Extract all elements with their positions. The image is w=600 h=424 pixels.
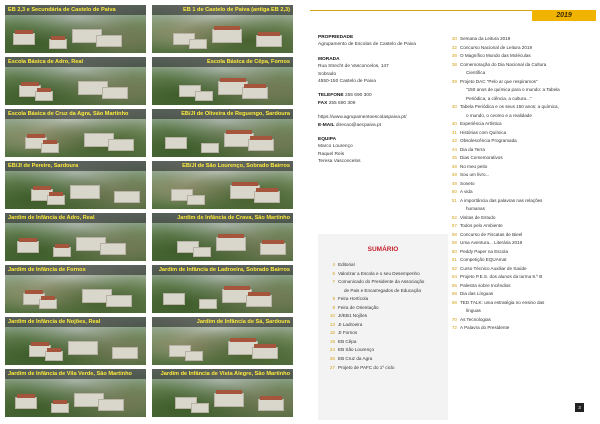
summary-list — [318, 261, 448, 372]
toc-entry[interactable] — [450, 222, 590, 231]
school-photo — [151, 160, 294, 210]
toc-entry[interactable] — [450, 316, 590, 325]
building-shape — [102, 87, 128, 99]
toc-entry[interactable] — [450, 299, 590, 308]
toc-page-number: 40 — [451, 104, 457, 109]
roof-shape — [55, 244, 69, 248]
building-shape — [96, 35, 122, 47]
photo-caption: EB 1 de Castelo de Paiva (antiga EB 2,3) — [152, 5, 293, 15]
toc-entry[interactable] — [318, 364, 448, 373]
toc-page-number: 39 — [451, 78, 457, 84]
building-shape — [47, 195, 65, 205]
toc-page-number: 13 — [329, 321, 335, 327]
building-shape — [189, 39, 207, 49]
telefone-line — [318, 92, 450, 99]
toc-title: Experiência Artística — [460, 121, 502, 126]
roof-shape — [216, 390, 242, 394]
roof-shape — [262, 240, 284, 244]
toc-title: Feira Hortícola — [338, 296, 369, 302]
toc-entry[interactable] — [318, 261, 448, 270]
school-photo — [151, 212, 294, 262]
toc-entry[interactable] — [318, 278, 448, 287]
toc-title: Competição EQUAmat — [460, 257, 507, 262]
school-photo — [4, 368, 147, 418]
toc-entry[interactable] — [318, 321, 448, 330]
school-photo — [151, 264, 294, 314]
contents-list — [450, 35, 590, 333]
morada-line-2: Sobrado — [318, 71, 337, 77]
roof-shape — [33, 186, 51, 190]
toc-page-number: 70 — [451, 316, 457, 322]
building-shape — [68, 341, 98, 355]
toc-page-number: 24 — [329, 347, 335, 353]
toc-entry[interactable] — [318, 338, 448, 347]
toc-entry[interactable] — [450, 120, 590, 129]
toc-entry[interactable] — [450, 129, 590, 138]
toc-page-number — [318, 287, 338, 296]
roof-shape — [224, 286, 250, 290]
roof-shape — [254, 344, 276, 348]
building-shape — [35, 91, 53, 101]
roof-shape — [27, 134, 45, 138]
toc-entry[interactable] — [450, 265, 590, 274]
building-shape — [17, 241, 39, 253]
toc-entry[interactable] — [450, 146, 590, 155]
toc-entry[interactable] — [450, 171, 590, 180]
building-shape — [248, 139, 274, 151]
toc-page-number — [450, 307, 460, 316]
building-shape — [165, 137, 187, 149]
toc-entry[interactable] — [450, 205, 590, 214]
equipa-member-1: Marco Lourenço — [318, 144, 353, 150]
toc-title: JI Fornos — [338, 330, 358, 336]
building-shape — [98, 399, 124, 411]
toc-entry[interactable] — [450, 290, 590, 299]
school-photo — [4, 316, 147, 366]
toc-title: A vida — [460, 189, 473, 194]
toc-page-number: 65 — [451, 282, 457, 288]
photo-caption: EB/JI de Pereire, Sardoura — [5, 161, 146, 171]
toc-page-number: 50 — [451, 189, 457, 194]
toc-title: Palestra sobre Incêndios — [460, 282, 511, 288]
toc-page-number: 15 — [329, 330, 335, 336]
toc-page-number: 4 — [332, 262, 335, 267]
building-shape — [106, 295, 132, 307]
toc-title: humanas — [466, 206, 485, 211]
toc-title: A importância das palavras nas relações — [460, 197, 543, 203]
roof-shape — [47, 348, 61, 352]
school-photo — [4, 212, 147, 262]
toc-page-number: 59 — [451, 240, 457, 245]
toc-page-number: 69 — [451, 299, 457, 305]
toc-title: Comunicado do Presidente da Associação — [338, 279, 425, 285]
contents-page — [300, 4, 596, 420]
toc-page-number: 52 — [451, 214, 457, 220]
photo-caption: EB/JI de Oliveira de Reguengo, Sardoura — [152, 109, 293, 119]
toc-entry[interactable] — [450, 35, 590, 44]
school-photo — [4, 56, 147, 106]
photo-caption: Jardim de Infância de Crava, São Martinho — [152, 213, 293, 223]
email-value[interactable]: direcao@aecpaiva.pt — [335, 122, 382, 128]
building-shape — [252, 347, 278, 359]
building-shape — [163, 293, 185, 305]
photo-caption: Jardim de Infância de Nojões, Real — [5, 317, 146, 327]
toc-page-number: 19 — [329, 338, 335, 344]
toc-page-number — [450, 112, 460, 121]
toc-entry[interactable] — [450, 52, 590, 61]
toc-title: TED TALK: uma estratégia no ensino das — [460, 299, 545, 305]
photo-caption: Jardim de Infância de Fornos — [5, 265, 146, 275]
morada-label: MORADA — [318, 56, 340, 62]
telefone-label: TELEFONE — [318, 93, 344, 99]
toc-entry[interactable] — [318, 295, 448, 304]
building-shape — [256, 35, 282, 47]
toc-entry[interactable] — [450, 324, 590, 333]
roof-shape — [250, 136, 272, 140]
toc-entry[interactable] — [450, 248, 590, 257]
toc-page-number — [450, 86, 460, 95]
photo-caption: Jardim de Infância de Adro, Real — [5, 213, 146, 223]
toc-page-number: 36 — [451, 53, 457, 58]
roof-shape — [19, 238, 37, 242]
toc-entry[interactable] — [450, 256, 590, 265]
propriedade-label: PROPRIEDADE — [318, 35, 354, 40]
toc-title: Projeto P.E.S. dos alunos da turma 9.º B — [460, 274, 543, 279]
toc-page-number: 40 — [451, 121, 457, 126]
building-shape — [53, 247, 71, 257]
toc-page-number: 30 — [451, 36, 457, 41]
photo-grid — [4, 4, 294, 420]
toc-page-number: 7 — [332, 279, 335, 285]
toc-page-number — [450, 69, 460, 78]
toc-entry[interactable] — [450, 154, 590, 163]
toc-title: Projeto de PAFC do 1º ciclo — [338, 364, 395, 370]
toc-entry[interactable] — [450, 78, 590, 87]
building-shape — [258, 399, 284, 411]
photo-caption: Jardim de Infância de Sá, Sardoura — [152, 317, 293, 327]
toc-entry[interactable] — [450, 214, 590, 223]
building-shape — [51, 403, 69, 413]
toc-page-number: 58 — [451, 231, 457, 237]
equipa-member-2: Raquel Reis — [318, 151, 345, 157]
photo-caption: EB 2,3 e Secundária de Castelo de Paiva — [5, 5, 146, 15]
toc-title: "150 anos de química para o mundo: a Tabela — [466, 87, 560, 92]
photo-caption: Jardim de Infância de Vista Alegre, São Martinho — [152, 369, 293, 379]
toc-entry[interactable] — [450, 188, 590, 197]
roof-shape — [232, 182, 258, 186]
fax-line — [318, 100, 450, 107]
toc-title: Comemoração do Dia Nacional da Cultura — [460, 61, 547, 67]
school-photo — [151, 56, 294, 106]
toc-entry[interactable] — [450, 180, 590, 189]
photo-caption: Escola Básica de Cruz da Agra, São Martinho — [5, 109, 146, 119]
toc-page-number: 45 — [451, 155, 457, 160]
toc-title: Peddy Paper na Escola — [460, 248, 509, 254]
toc-page-number — [450, 95, 460, 104]
toc-title: Tabela Periódica e os seus 150 anos: a química, — [460, 104, 559, 109]
publication-info — [318, 34, 450, 166]
toc-entry[interactable] — [450, 44, 590, 53]
photo-caption: Escola Básica de Cêpa, Fornos — [152, 57, 293, 67]
fax-value: 255 690 309 — [328, 100, 356, 106]
toc-page-number: 27 — [329, 364, 335, 370]
toc-title: EB Cêpa — [338, 338, 357, 344]
toc-entry[interactable] — [450, 307, 590, 316]
toc-title: o mundo, o ceomo e a realidade — [466, 112, 532, 118]
toc-page-number: 8 — [332, 296, 335, 302]
toc-title: Dia das Línguas — [460, 291, 494, 296]
toc-title: EB Cruz da Agra — [338, 356, 373, 362]
building-shape — [39, 299, 57, 309]
toc-title: Valorizar a Escola e o seu Desempenho — [338, 270, 420, 276]
building-shape — [216, 237, 246, 251]
roof-shape — [214, 26, 240, 30]
toc-entry[interactable] — [450, 103, 590, 112]
propriedade-value: Agrupamento de Escolas de Castelo de Paiva — [318, 42, 416, 48]
toc-entry[interactable] — [318, 346, 448, 355]
toc-entry[interactable] — [450, 239, 590, 248]
building-shape — [49, 39, 67, 49]
roof-shape — [49, 192, 63, 196]
school-photo — [151, 316, 294, 366]
roof-shape — [248, 292, 270, 296]
toc-title: Todos pelo Ambiente — [460, 223, 503, 228]
equipa-member-3: Teresa Vasconcelos — [318, 159, 361, 165]
toc-page-number: 61 — [451, 257, 457, 262]
photo-caption: Jardim de Infância de Ladroeira, Sobrado Bairros — [152, 265, 293, 275]
toc-title: Uma Aventura... Literária 2019 — [460, 240, 523, 245]
building-shape — [112, 347, 138, 359]
telefone-value: 255 690 300 — [344, 93, 372, 99]
toc-entry[interactable] — [450, 86, 590, 95]
school-photo — [151, 368, 294, 418]
toc-title: Semana da Leitura 2019 — [460, 36, 511, 41]
roof-shape — [25, 290, 43, 294]
toc-entry[interactable] — [318, 304, 448, 313]
toc-entry[interactable] — [450, 69, 590, 78]
roof-shape — [37, 88, 51, 92]
toc-title: Editorial — [338, 262, 355, 267]
toc-page-number: 6 — [332, 270, 335, 276]
toc-title: línguas — [466, 308, 481, 313]
building-shape — [214, 393, 244, 407]
year-badge: 2019 — [532, 10, 596, 21]
toc-entry[interactable] — [318, 312, 448, 321]
roof-shape — [220, 78, 246, 82]
roof-shape — [51, 36, 65, 40]
email-label: E-MAIL — [318, 122, 335, 128]
toc-title: Feira de Orientação — [338, 304, 379, 310]
toc-title: EB São Lourenço — [338, 347, 375, 353]
toc-title: Dia da Terra — [460, 146, 485, 152]
building-shape — [13, 33, 35, 45]
toc-title: Sou um livro... — [460, 172, 490, 177]
toc-title: Curso Técnico Auxiliar de Saúde — [460, 265, 527, 271]
toc-entry[interactable] — [450, 231, 590, 240]
building-shape — [212, 29, 242, 43]
toc-entry[interactable] — [318, 270, 448, 279]
toc-page-number: 57 — [451, 223, 457, 228]
summary-box — [318, 234, 448, 420]
toc-page-number: 49 — [451, 172, 457, 177]
roof-shape — [244, 84, 266, 88]
toc-title: Projeto DAC "Pelo ar que respiramos" — [460, 78, 538, 84]
toc-entry[interactable] — [450, 197, 590, 206]
page-number: 3 — [575, 403, 584, 412]
email-line — [318, 122, 450, 129]
toc-page-number — [450, 205, 460, 214]
toc-page-number: 64 — [451, 274, 457, 279]
roof-shape — [230, 338, 256, 342]
website-link[interactable]: https://www.agrupamentoescolaspaiva.pt/ — [318, 115, 407, 121]
summary-title: SUMÁRIO — [367, 246, 399, 253]
building-shape — [254, 191, 280, 203]
equipa-label: EQUIPA — [318, 137, 337, 143]
building-shape — [195, 91, 213, 101]
toc-title: Soneto — [460, 180, 475, 186]
school-photo — [4, 4, 147, 54]
building-shape — [246, 295, 272, 307]
photo-caption: EB/JI de São Lourenço, Sobrado Bairros — [152, 161, 293, 171]
toc-entry[interactable] — [318, 287, 448, 296]
building-shape — [108, 139, 134, 151]
toc-page-number: 42 — [451, 138, 457, 143]
toc-entry[interactable] — [450, 273, 590, 282]
morada-line-3: 4550-150 Castelo de Paiva — [318, 79, 376, 85]
roof-shape — [21, 82, 39, 86]
roof-shape — [258, 32, 280, 36]
building-shape — [100, 243, 126, 255]
toc-page-number: 32 — [451, 44, 457, 50]
toc-entry[interactable] — [450, 163, 590, 172]
roof-shape — [17, 394, 35, 398]
toc-entry[interactable] — [450, 137, 590, 146]
building-shape — [70, 185, 100, 199]
school-photo — [4, 264, 147, 314]
photo-caption: Escola Básica de Adro, Real — [5, 57, 146, 67]
toc-title: Visitas de Estudo — [460, 214, 496, 220]
toc-title: Periódica, a ciência, a cultura..." — [466, 95, 532, 101]
building-shape — [114, 191, 140, 203]
building-shape — [193, 247, 211, 257]
toc-page-number: 44 — [451, 146, 457, 152]
building-shape — [15, 397, 37, 409]
roof-shape — [256, 188, 278, 192]
building-shape — [187, 195, 205, 205]
toc-page-number: 60 — [451, 248, 457, 254]
toc-title: A Palavra do Presidente — [460, 325, 510, 330]
toc-title: Obsolescência Programada — [460, 138, 517, 143]
photo-caption: Jardim de Infância de Vila Verde, São Martinho — [5, 369, 146, 379]
roof-shape — [15, 30, 33, 34]
toc-page-number: 10 — [329, 313, 335, 319]
toc-page-number: 49 — [451, 163, 457, 169]
toc-title: Científica — [466, 70, 486, 75]
toc-title: Concurso de Fiscatas de Bieel — [460, 231, 523, 237]
roof-shape — [226, 130, 252, 134]
school-photo — [151, 4, 294, 54]
school-photo — [4, 160, 147, 210]
building-shape — [201, 143, 219, 153]
roof-shape — [41, 296, 55, 300]
toc-title: As Tecnologias — [460, 316, 491, 322]
toc-page-number: 62 — [451, 265, 457, 271]
building-shape — [185, 351, 203, 361]
toc-page-number: 26 — [329, 356, 335, 362]
roof-shape — [218, 234, 244, 238]
school-photo — [4, 108, 147, 158]
toc-entry[interactable] — [450, 282, 590, 291]
toc-title: Histórias com Química — [460, 129, 507, 135]
building-shape — [41, 143, 59, 153]
building-shape — [242, 87, 268, 99]
toc-page-number: 9 — [332, 304, 335, 310]
toc-title: O Magnífico Mundo das Moléculas — [460, 53, 531, 58]
toc-title: JI/EB1 Nojões — [338, 313, 368, 319]
toc-entry[interactable] — [318, 329, 448, 338]
fax-label: FAX — [318, 100, 328, 106]
building-shape — [191, 403, 209, 413]
building-shape — [260, 243, 286, 255]
toc-title: JI Ladroeira — [338, 321, 363, 327]
school-photo — [151, 108, 294, 158]
building-shape — [199, 299, 217, 309]
roof-shape — [31, 342, 49, 346]
toc-entry[interactable] — [450, 112, 590, 121]
toc-title: Dias Comemorativos — [460, 155, 503, 160]
toc-page-number: 68 — [451, 291, 457, 296]
roof-shape — [43, 140, 57, 144]
toc-page-number: 72 — [451, 325, 457, 330]
toc-page-number: 49 — [451, 180, 457, 186]
morada-line-1: Rua Strecht de Vasconcelos, 147 — [318, 64, 389, 70]
toc-title: Concurso Nacional de Leitura 2019 — [460, 44, 533, 50]
roof-shape — [53, 400, 67, 404]
building-shape — [45, 351, 63, 361]
toc-page-number: 41 — [451, 129, 457, 135]
toc-page-number: 51 — [451, 197, 457, 203]
toc-title: No meu peito — [460, 163, 488, 169]
toc-page-number: 38 — [451, 61, 457, 67]
roof-shape — [260, 396, 282, 400]
toc-entry[interactable] — [318, 355, 448, 364]
toc-entry[interactable] — [450, 61, 590, 70]
toc-title: de Pais e Encarregados de Educação — [344, 287, 422, 293]
toc-entry[interactable] — [450, 95, 590, 104]
